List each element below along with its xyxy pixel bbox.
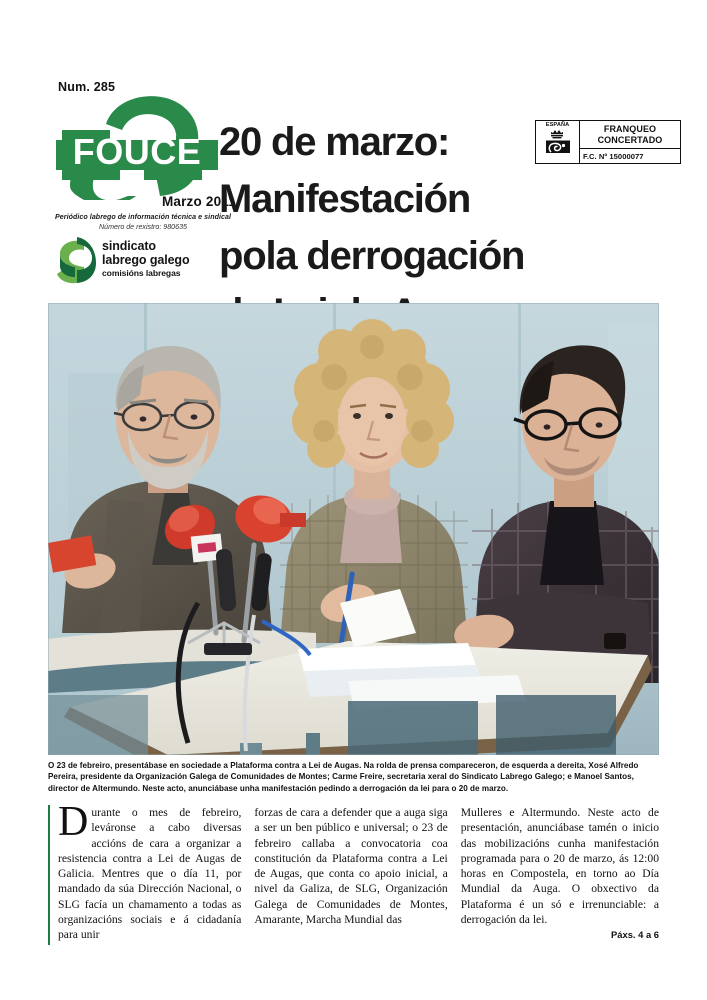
article-column-3	[461, 805, 659, 945]
masthead-left-block	[48, 58, 238, 288]
svg-text:FOUCE: FOUCE	[72, 131, 202, 172]
correos-posthorn-crown-icon	[543, 128, 573, 159]
press-conference-photo	[48, 303, 659, 755]
registry-number: Número de rexistro: 980635	[99, 223, 187, 231]
article-column-2	[254, 805, 447, 945]
franqueo-title	[580, 121, 680, 149]
article-column-1-text: urante o mes de febreiro, leváronse a cabo diversas accións de cara a organizar a resistencia contra a Lei de Augas de Galicia. Mentres que o día 11, por mandado da súa Dirección Nacional, o SLG facía un chamamento a todas as organizacións sociais e á cidadanía para unir	[58, 806, 242, 942]
headline-line-3: pola derrogación	[219, 234, 525, 278]
franqueo-line-1: FRANQUEO	[603, 124, 657, 134]
headline-line-1: 20 de marzo:	[219, 120, 450, 164]
union-logo-block	[56, 236, 241, 288]
article-columns	[48, 799, 659, 945]
article-column-2-text: forzas de cara a defender que a auga siga a ser un ben público e universal; o 23 de febreiro callaba a convocatoria coa constitución da Plataforma contra a Lei de Augas, que conta co apoio inicial, a nivel da Galiza, de SLG, Organización Galega de Comunidades de Montes, Amarante, Marcha Mundial das	[254, 806, 448, 927]
franqueo-code: F.C. Nº 15000077	[583, 151, 644, 161]
masthead	[0, 58, 707, 288]
article-column-1	[48, 799, 242, 945]
publication-tagline: Periódico labrego de información técnica e sindical	[55, 213, 231, 221]
photo-caption: O 23 de febreiro, presentábase en sociedade a Plataforma contra a Lei de Augas. Na rolda de prensa compareceron, de esquerda a dereita, Xosé Alfredo Pereira, presidente da Organización Galega de Comunidades de Montes; Carme Freire, secretaria xeral do Sindicato Labrego Galego; e Manoel Santos, director de Altermundo. Neste acto, anunciábase unha manifestación pedindo a derrogación da lei para o 20 de marzo.	[48, 761, 639, 793]
sickle-logo-icon	[48, 90, 228, 200]
union-name-text	[102, 240, 190, 279]
pages-reference: Páxs. 4 a 6	[611, 929, 659, 941]
slg-sickle-icon	[56, 236, 96, 284]
article-column-3-text: Mulleres e Altermundo. Neste acto de presentación, anunciábase tamén o inicio das mobilizacións cunha manifestación programada para o 20 de marzo, ás 12:00 horas en Compostela, en torno ao Día Mundial da Auga. O obxectivo da Plataforma é un só e irrenunciable: a derrogación da lei.	[460, 806, 659, 927]
union-line-1: sindicato	[102, 239, 156, 253]
franqueo-country-label: ESPAÑA	[545, 122, 570, 128]
headline-line-2: Manifestación	[219, 177, 471, 221]
franqueo-code-row	[580, 149, 680, 163]
franqueo-line-2: CONCERTADO	[597, 134, 663, 145]
issue-date: Marzo 2011	[161, 194, 236, 209]
drop-cap: D	[58, 799, 89, 845]
franqueo-text-block	[580, 121, 680, 163]
franqueo-country-block	[536, 121, 580, 163]
issue-number: Num. 285	[58, 80, 116, 94]
union-line-3: comisións labregas	[102, 268, 181, 278]
union-line-2: labrego galego	[102, 252, 190, 267]
franqueo-concertado-stamp	[535, 120, 681, 164]
